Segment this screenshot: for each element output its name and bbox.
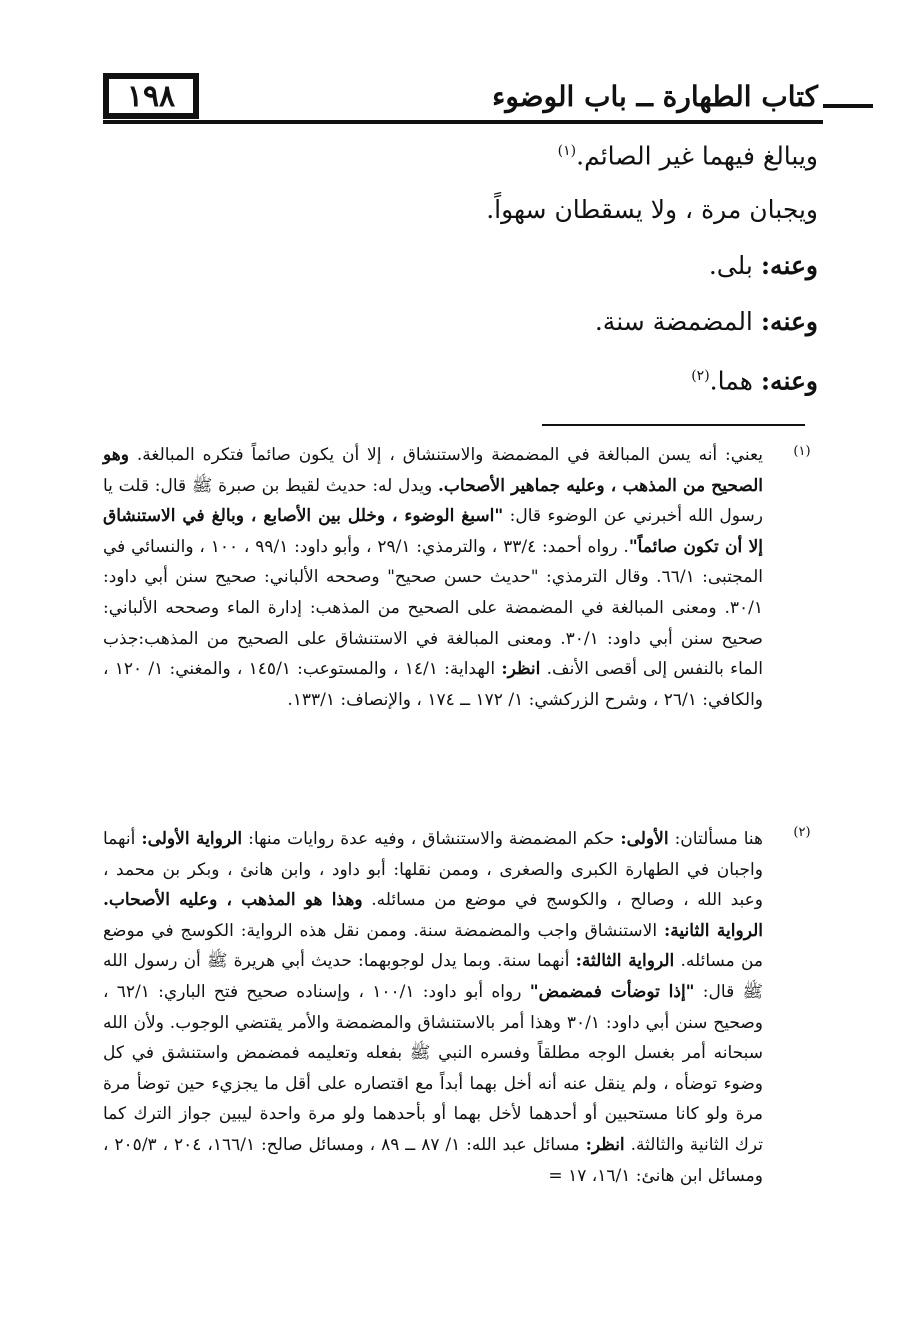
main-line-4: وعنه: المضمضة سنة. (594, 307, 818, 336)
footnote-1-seg: يعني: أنه يسن المبالغة في المضمضة والاستنشاق ، إلا أن يكون صائماً فتكره المبالغة. (128, 445, 763, 465)
main-line-1: ويبالغ فيهما غير الصائم.$^{(١)}$ (557, 141, 818, 171)
main-line-2: ويجبان مرة ، ولا يسقطان سهواً. (486, 195, 818, 224)
footnote-2-seg: الأولى: (620, 829, 669, 849)
footnote-2-seg: أنهما واجبان في الطهارة الكبرى والصغرى ، وممن نقلها: أبو داود ، وابن هانئ ، وبكر بن محمد ، وعبد الله ، وصالح ، والكوسج في موضع من مسائله. (103, 829, 763, 911)
header-rule (103, 120, 823, 124)
page-title: كتاب الطهارة ــ باب الوضوء (486, 80, 818, 113)
footnote-2-seg: وهذا هو المذهب ، وعليه الأصحاب. الرواية الثانية: (103, 890, 763, 941)
footnote-1-seg: ويدل له: حديث لقيط بن صبرة ﷺ قال: قلت يا رسول الله أخبرني عن الوضوء قال: (103, 475, 763, 527)
riwaya-label: وعنه: (760, 307, 818, 336)
riwaya-label: وعنه: (760, 366, 818, 396)
footnote-separator (542, 424, 805, 426)
footnote-2-seg: أنهما سنة. وبما يدل لوجوبهما: حديث أبي هريرة ﷺ أن رسول الله ﷺ قال: (103, 951, 764, 1002)
footnote-2-seg: حكم المضمضة والاستنشاق ، وفيه عدة روايات منها: (242, 829, 621, 849)
footnote-2 (103, 824, 763, 1191)
footnote-marker-2: (٢) (793, 825, 811, 840)
footnote-2-seg: مسائل عبد الله: ١/ ٨٧ ــ ٨٩ ، ومسائل صالح: ١٦٦/١، ٢٠٤ ، ٢٠٥/٣ ، ومسائل ابن هانئ: ١٦/١، ١٧ = (103, 1134, 763, 1186)
footnote-1-seg: "اسبغ الوضوء ، وخلل بين الأصابع ، وبالغ في الاستنشاق إلا أن تكون صائماً" (103, 506, 764, 557)
main-line-3: وعنه: بلى. (708, 251, 818, 280)
footnote-1-seg: . رواه أحمد: ٣٣/٤ ، والترمذي: ٢٩/١ ، وأبو داود: ٩٩/١ ، ١٠٠ ، والنسائي في المجتبى: ٦٦/١. وقال الترمذي: "حديث حسن صحيح" وصححه الألباني: صحيح سنن أبي داود: ٣٠/١. ومعنى المبالغة في المضمضة على الصحيح من المذهب: إدارة الماء وصححه الألباني: صحيح سنن أبي داود: ٣٠/١. ومعنى المبالغة في الاستنشاق على الصحيح من المذهب:جذب الماء بالنفس إلى أقصى الأنف. (103, 536, 764, 680)
footnote-2-seg: الرواية الثالثة: (575, 951, 675, 972)
footnote-1-seg: انظر: (501, 659, 541, 680)
header-dash (823, 104, 873, 108)
footnote-2-seg: الاستنشاق واجب والمضمضة سنة. وممن نقل هذه الرواية: الكوسج في موضع من مسائله. (103, 920, 763, 972)
footnote-1-seg: الهداية: ١٤/١ ، والمستوعب: ١٤٥/١ ، والمغني: ١/ ١٢٠ ، والكافي: ٢٦/١ ، وشرح الزركشي: ١/ ١٧٢ ــ ١٧٤ ، والإنصاف: ١٣٣/١. (103, 659, 763, 710)
page-number: ١٩٨ (103, 73, 199, 119)
footnote-2-seg: رواه أبو داود: ١٠٠/١ ، وإسناده صحيح فتح الباري: ٦٢/١ ، وصحيح سنن أبي داود: ٣٠/١ وهذا أمر بالاستنشاق والمضمضة والأمر يقتضي الوجوب. ولأن الله سبحانه أمر بغسل الوجه مطلقاً وفسره النبي ﷺ بفعله وتعليمه فمضمض واستنشق في كل وضوء توضأه ، ولم ينقل عنه أنه أخل بهما أبداً مع اقتصاره على أقل ما يجزيء حين توضأ مرة مرة ولو كانا مستحبين أو أحدهما لأخل بهما أو بأحدهما ولو مرة واحدة ليبين جواز الترك كما ترك الثانية والثالثة. (103, 981, 764, 1155)
riwaya-label: وعنه: (760, 251, 818, 280)
footnote-ref-1[interactable]: (١) (557, 143, 577, 159)
footnote-1 (103, 440, 763, 715)
footnote-marker-1: (١) (793, 444, 811, 459)
footnote-2-seg: "إذا توضأت فمضمض" (529, 981, 695, 1002)
footnote-1-seg: وهو الصحيح من المذهب ، وعليه جماهير الأصحاب. (103, 445, 764, 496)
footnote-ref-2[interactable]: (٢) (691, 368, 710, 384)
footnote-2-seg: انظر: (585, 1134, 625, 1155)
footnote-2-seg: هنا مسألتان: (668, 829, 764, 849)
footnote-2-seg: الرواية الأولى: (141, 829, 243, 849)
main-line-5: وعنه: هما.$^{(٢)}$ (691, 366, 818, 396)
